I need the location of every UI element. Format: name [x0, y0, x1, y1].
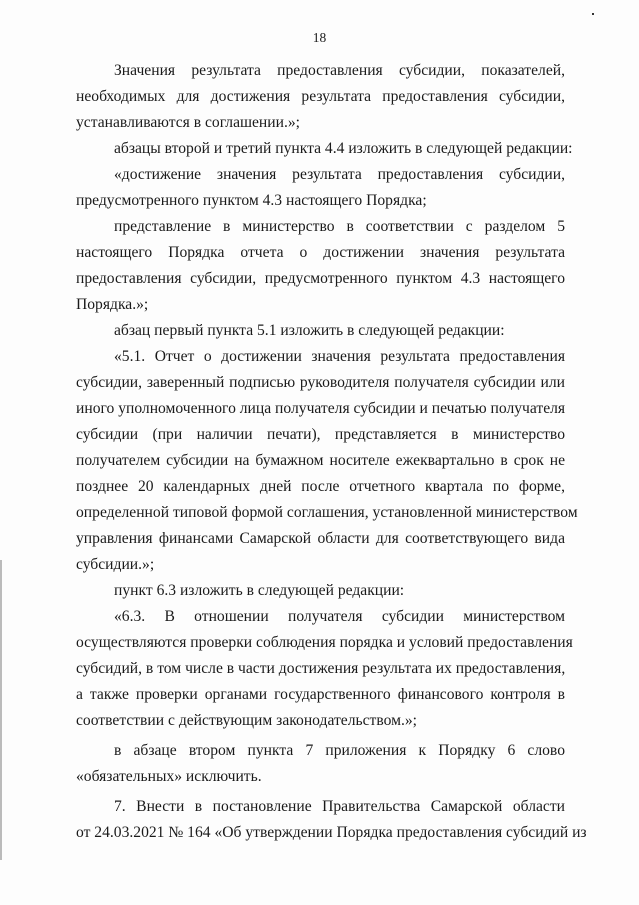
text-line: субсидии.»; — [76, 556, 155, 573]
scan-edge — [0, 560, 2, 860]
text-line: субсидии (при наличии печати), представляется в министерство — [76, 426, 565, 443]
text-line: в абзаце втором пункта 7 приложения к Порядку 6 слово — [114, 742, 565, 759]
text-line: осуществляются проверки соблюдения порядка и условий предоставления — [76, 634, 573, 651]
text-line: соответствии с действующим законодательством.»; — [76, 712, 417, 729]
text-line: абзацы второй и третий пункта 4.4 изложить в следующей редакции: — [114, 140, 573, 157]
text-line: «6.3. В отношении получателя субсидии министерством — [114, 608, 565, 625]
text-line: от 24.03.2021 № 164 «Об утверждении Порядка предоставления субсидий из — [76, 824, 587, 841]
text-line: 7. Внести в постановление Правительства Самарской области — [114, 798, 565, 815]
text-line: управления финансами Самарской области для соответствующего вида — [76, 530, 565, 547]
text-line: настоящего Порядка отчета о достижении значения результата — [76, 244, 565, 261]
text-line: получателем субсидии на бумажном носителе ежеквартально в срок не — [76, 452, 565, 469]
text-line: Значения результата предоставления субсидии, показателей, — [114, 62, 565, 79]
text-line: субсидий, в том числе в части достижения результата их предоставления, — [76, 660, 566, 677]
text-line: представление в министерство в соответствии с разделом 5 — [114, 218, 565, 235]
text-line: позднее 20 календарных дней после отчетного квартала по форме, — [76, 478, 565, 495]
text-line: предусмотренного пунктом 4.3 настоящего Порядка; — [76, 192, 427, 209]
text-line: необходимых для достижения результата предоставления субсидии, — [76, 88, 565, 105]
text-line: предоставления субсидии, предусмотренного пунктом 4.3 настоящего — [76, 270, 565, 287]
text-line: «5.1. Отчет о достижении значения результата предоставления — [114, 348, 565, 365]
text-line: Порядка.»; — [76, 296, 149, 313]
text-line: пункт 6.3 изложить в следующей редакции: — [114, 582, 405, 599]
page-number: 18 — [312, 30, 327, 45]
text-line: «обязательных» исключить. — [76, 768, 262, 785]
text-line: определенной типовой формой соглашения, установленной министерством — [76, 504, 578, 521]
text-line: а также проверки органами государственного финансового контроля в — [76, 686, 565, 703]
scan-speck — [592, 13, 594, 15]
text-line: субсидии, заверенный подписью руководителя получателя субсидии или — [76, 374, 565, 391]
text-line: устанавливаются в соглашении.»; — [76, 114, 300, 131]
text-line: иного уполномоченного лица получателя субсидии и печатью получателя — [76, 400, 566, 417]
text-line: абзац первый пункта 5.1 изложить в следующей редакции: — [114, 322, 505, 339]
text-line: «достижение значения результата предоставления субсидии, — [114, 166, 565, 183]
